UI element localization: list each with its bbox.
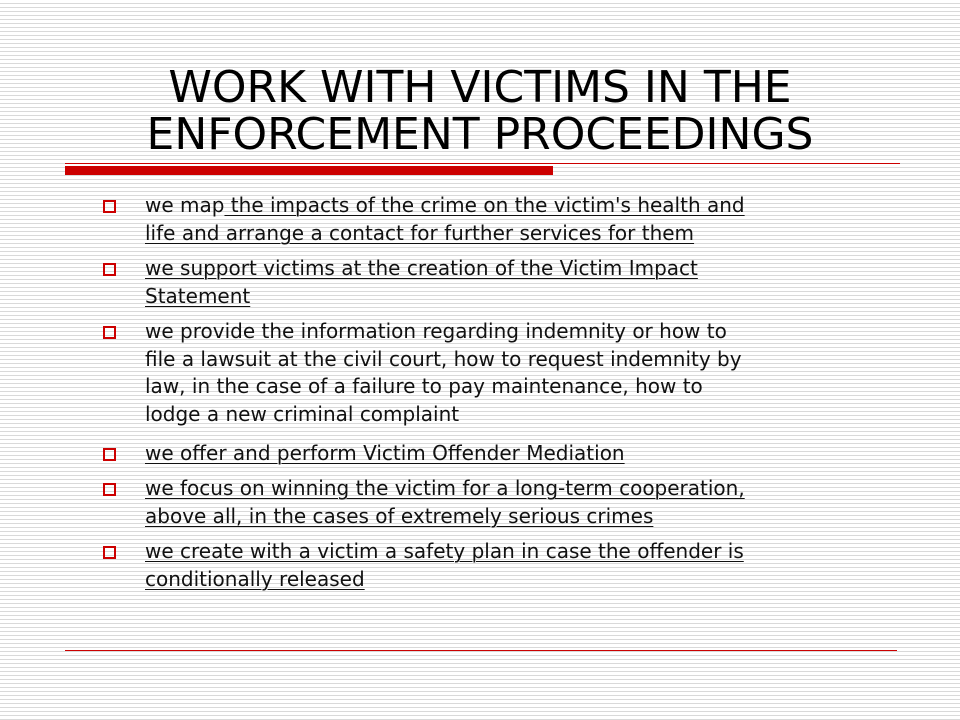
bullet-line [145, 440, 625, 468]
bullet-link-text[interactable]: above all, in the cases of extremely serious crimes [145, 503, 654, 528]
bullet-line [145, 538, 744, 566]
bullet-text-3 [145, 318, 742, 428]
bullet-line [145, 192, 745, 220]
bullet-text-1 [145, 192, 745, 247]
hollow-square-icon [103, 326, 116, 339]
bullet-link-text[interactable]: we create with a victim a safety plan in case the offender is [145, 539, 744, 563]
bullet-text-4 [145, 440, 625, 468]
title-divider-accent-bar [65, 166, 553, 175]
hollow-square-icon [103, 200, 116, 213]
bullet-line [145, 318, 742, 346]
bullet-link-text[interactable]: life and arrange a contact for further services for them [145, 220, 695, 245]
bullet-plain-text: law, in the case of a failure to pay maintenance, how to [145, 374, 703, 398]
bullet-plain-text: we provide the information regarding indemnity or how to [145, 319, 727, 343]
bullet-line [145, 346, 742, 374]
bullet-line [145, 220, 745, 248]
bullet-text-5 [145, 475, 745, 530]
footer-divider-line [65, 650, 897, 651]
bullet-line [145, 401, 742, 429]
bullet-plain-text: lodge a new criminal complaint [145, 401, 460, 426]
bullet-link-text[interactable]: conditionally released [145, 566, 365, 591]
slide-title: WORK WITH VICTIMS IN THE ENFORCEMENT PROCEEDINGS [146, 62, 814, 160]
bullet-link-text[interactable]: we offer and perform Victim Offender Mediation [145, 441, 625, 465]
hollow-square-icon [103, 483, 116, 496]
bullet-link-text[interactable]: the impacts of the crime on the victim's health and [224, 193, 745, 217]
bullet-link-text[interactable]: Statement [145, 283, 251, 308]
hollow-square-icon [103, 263, 116, 276]
hollow-square-icon [103, 448, 116, 461]
title-divider-thin-line [65, 163, 900, 164]
bullet-line [145, 475, 745, 503]
bullet-line [145, 503, 745, 531]
bullet-line [145, 566, 744, 594]
bullet-plain-text: file a lawsuit at the civil court, how to request indemnity by [145, 346, 742, 371]
bullet-line [145, 373, 742, 401]
bullet-link-text[interactable]: we support victims at the creation of the Victim Impact [145, 256, 698, 280]
bullet-plain-text: we map [145, 193, 225, 217]
bullet-line [145, 283, 698, 311]
bullet-text-6 [145, 538, 744, 593]
bullet-line [145, 255, 698, 283]
bullet-link-text[interactable]: we focus on winning the victim for a long-term cooperation, [145, 476, 745, 500]
bullet-text-2 [145, 255, 698, 310]
hollow-square-icon [103, 546, 116, 559]
